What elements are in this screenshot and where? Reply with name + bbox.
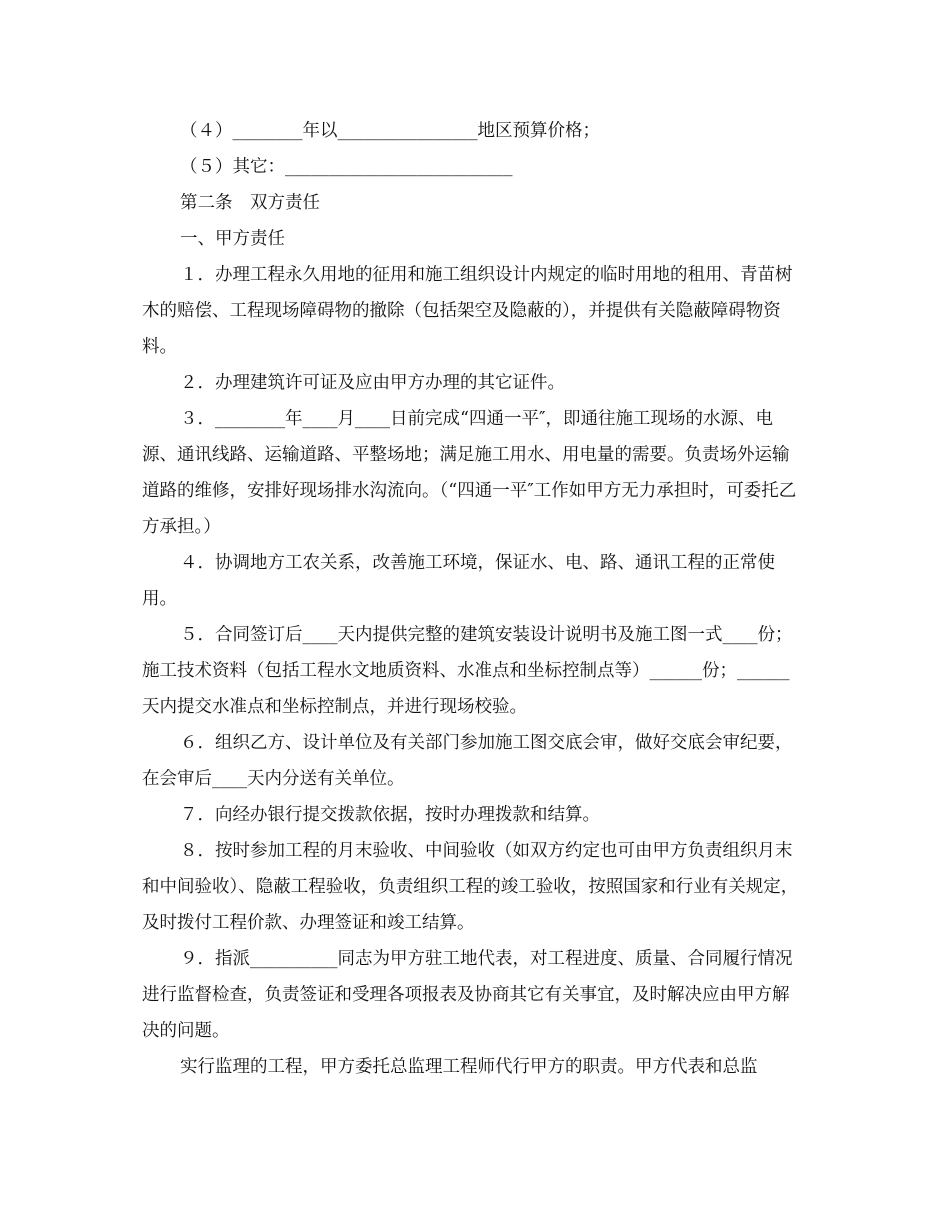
clause-1: １．办理工程永久用地的征用和施工组织设计内规定的临时用地的租用、青苗树木的赔偿、工程现场障碍物的撤除（包括架空及隐蔽的），并提供有关隐蔽障碍物资料。 [142, 265, 793, 357]
clause-7: ７．向经办银行提交拨款依据，按时办理拨款和结算。 [180, 805, 600, 825]
section-heading: 一、甲方责任 [180, 229, 285, 249]
clause-8: ８．按时参加工程的月末验收、中间验收（如双方约定也可由甲方负责组织月末和中间验收）、隐蔽工程验收，负责组织工程的竣工验收，按照国家和行业有关规定，及时拨付工程价款、办理签证和竣工结算。 [142, 841, 799, 933]
clause-2: ２．办理建筑许可证及应由甲方办理的其它证件。 [180, 373, 565, 393]
clause-9: ９．指派__________同志为甲方驻工地代表，对工程进度、质量、合同履行情况进行监督检查，负责签证和受理各项报表及协商其它有关事宜，及时解决应由甲方解决的问题。 [142, 949, 793, 1041]
clause-4: ４．协调地方工农关系，改善施工环境，保证水、电、路、通讯工程的正常使用。 [142, 553, 775, 609]
paragraph-item-5: （５）其它：__________________________ [180, 157, 513, 177]
clause-5: ５．合同签订后____天内提供完整的建筑安装设计说明书及施工图一式____份；施工技术资料（包括工程水文地质资料、水准点和坐标控制点等）______份；______天内提交水准点和坐标控制点，并进行现场校验。 [142, 625, 793, 717]
document-body [142, 113, 802, 1085]
paragraph-item-4: （４）________年以________________地区预算价格； [180, 121, 600, 141]
supervision-paragraph: 实行监理的工程，甲方委托总监理工程师代行甲方的职责。甲方代表和总监 [180, 1057, 758, 1077]
clause-6: ６．组织乙方、设计单位及有关部门参加施工图交底会审，做好交底会审纪要，在会审后____天内分送有关单位。 [142, 733, 793, 789]
article-heading: 第二条 双方责任 [180, 193, 320, 213]
clause-3: ３．________年____月____日前完成“四通一平″，即通往施工现场的水源、电源、通讯线路、运输道路、平整场地；满足施工用水、用电量的需要。负责场外运输道路的维修，安排好现场排水沟流向。（“四通一平″工作如甲方无力承担时，可委托乙方承担。） [142, 409, 797, 537]
